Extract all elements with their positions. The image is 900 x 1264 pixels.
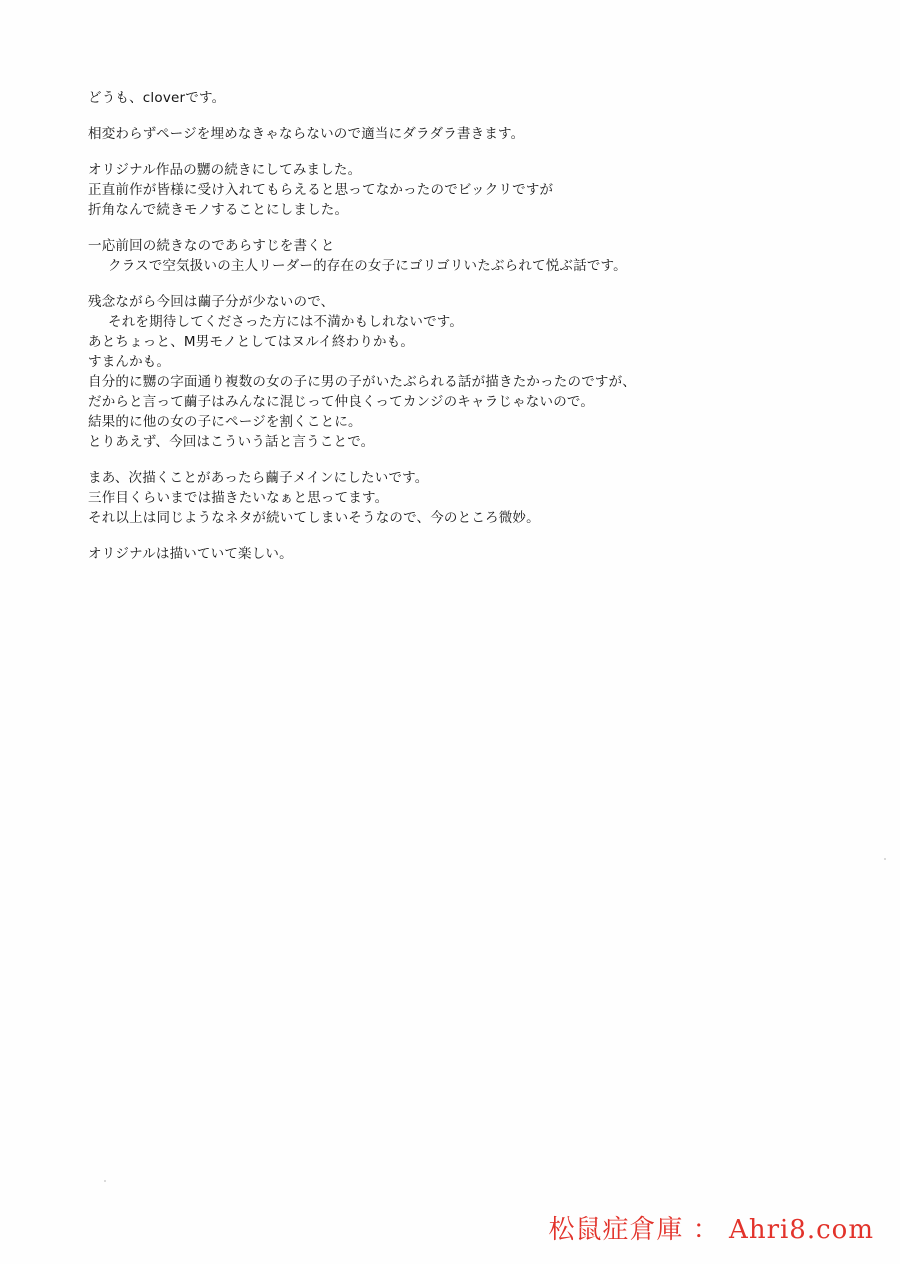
afterword-paragraph <box>88 236 828 276</box>
afterword-line: すまんかも。 <box>88 354 171 370</box>
afterword-line: 残念ながら今回は繭子分が少ないので、 <box>88 294 335 310</box>
afterword-line: だからと言って繭子はみんなに混じって仲良くってカンジのキャラじゃないので。 <box>88 394 595 410</box>
afterword-paragraph <box>88 544 828 564</box>
paper-speck <box>884 858 886 860</box>
afterword-paragraph <box>88 468 828 528</box>
afterword-paragraph <box>88 160 828 220</box>
afterword-line: 折角なんで続きモノすることにしました。 <box>88 202 349 218</box>
afterword-line: 正直前作が皆様に受け入れてもらえると思ってなかったのでビックリですが <box>88 182 554 198</box>
afterword-line: 相変わらずページを埋めなきゃならないので適当にダラダラ書きます。 <box>88 126 525 142</box>
afterword-line: オリジナルは描いていて楽しい。 <box>88 546 293 562</box>
afterword-line: どうも、cloverです。 <box>88 90 226 106</box>
afterword-paragraph <box>88 88 828 108</box>
afterword-text-body <box>88 88 828 580</box>
afterword-line: クラスで空気扱いの主人リーダー的存在の女子にゴリゴリいたぶられて悦ぶ話です。 <box>108 258 627 274</box>
afterword-line: 結果的に他の女の子にページを割くことに。 <box>88 414 362 430</box>
afterword-paragraph <box>88 292 828 452</box>
afterword-line: あとちょっと、M男モノとしてはヌルイ終わりかも。 <box>88 334 415 350</box>
afterword-paragraph <box>88 124 828 144</box>
afterword-line: オリジナル作品の嬲の続きにしてみました。 <box>88 162 362 178</box>
afterword-line: とりあえず、今回はこういう話と言うことで。 <box>88 434 375 450</box>
afterword-line: 一応前回の続きなのであらすじを書くと <box>88 238 335 254</box>
afterword-line: それを期待してくださった方には不満かもしれないです。 <box>108 314 464 330</box>
watermark-label: 松鼠症倉庫 ： Ahri8.com <box>548 1215 874 1245</box>
afterword-line: 三作目くらいまでは描きたいなぁと思ってます。 <box>88 490 389 506</box>
afterword-line: 自分的に嬲の字面通り複数の女の子に男の子がいたぶられる話が描きたかったのですが、 <box>88 374 636 390</box>
afterword-line: まあ、次描くことがあったら繭子メインにしたいです。 <box>88 470 429 486</box>
afterword-line: それ以上は同じようなネタが続いてしまいそうなので、今のところ微妙。 <box>88 510 540 526</box>
paper-speck <box>104 1180 106 1182</box>
